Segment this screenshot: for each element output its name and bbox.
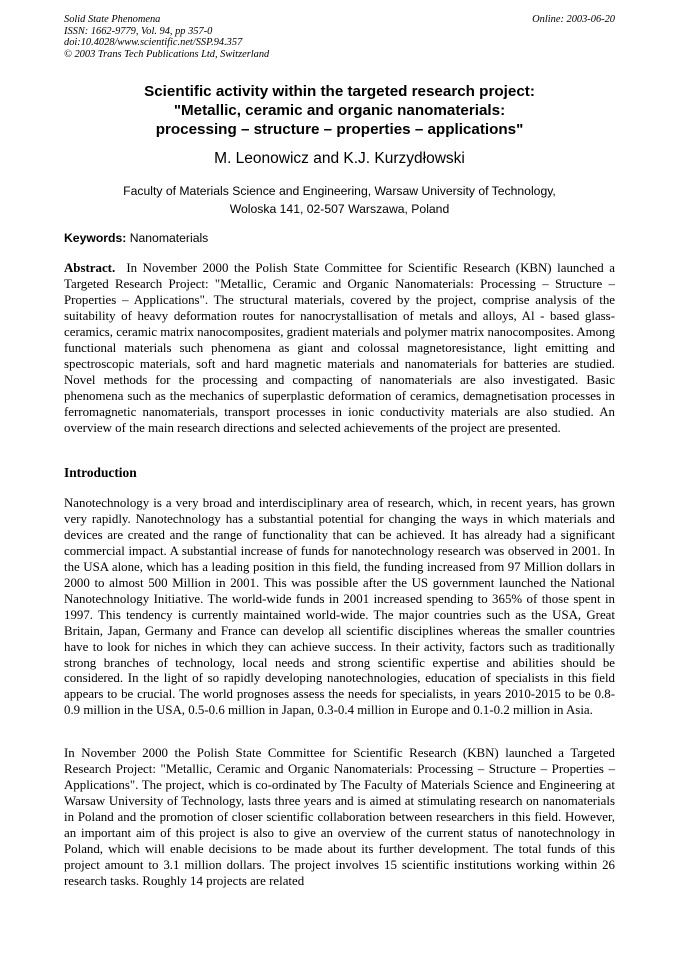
abstract (64, 261, 615, 436)
paper-title (64, 82, 615, 139)
keywords-label: Keywords: (64, 231, 127, 245)
affiliation-line: Woloska 141, 02-507 Warszawa, Poland (229, 201, 450, 216)
doi-line: doi:10.4028/www.scientific.net/SSP.94.357 (64, 37, 243, 49)
title-line: processing – structure – properties – applications" (155, 121, 524, 138)
affiliation-line: Faculty of Materials Science and Engineering, Warsaw University of Technology, (123, 184, 556, 198)
keywords (64, 230, 208, 246)
paragraph-text: Nanotechnology is a very broad and interdisciplinary area of research, which, in recent years, has grown very rapidly. Nanotechnology has a substantial potential for changing the ways in which materials and devices are created and the range of functionality that can be achieved. It has already had a significant commercial impact. A substantial increase of funds for nanotechnology research was observed in 2001. In the USA alone, which has a leading position in this field, the funding increased from 97 Million dollars in 2000 to almost 500 Million in 2001. This was possible after the US government launched the National Nanotechnology Initiative. The world-wide funds in 2001 increased spending to 365% of those spent in 1997. This tendency is currently maintained world-wide. The major countries such as the USA, Great Britain, Japan, Germany and France can develop all scientific disciplines whereas the smaller countries have to look for niches in which they can achieve success. In their activity, factors such as traditionally strong branches of technology, local needs and strong scientific expertise and abilities should be considered. In the light of so rapidly developing nanotechnologies, education of specialists in this field appears to be crucial. The world prognoses assess the needs for specialists, in years 2010-2015 to be 0.8-0.9 million in the USA, 0.5-0.6 million in Japan, 0.3-0.4 million in Europe and 0.1-0.2 million in Asia. (64, 496, 615, 718)
keywords-value: Nanomaterials (129, 231, 209, 245)
introduction-paragraph-2 (64, 746, 615, 890)
affiliation (64, 183, 615, 218)
journal-header (64, 14, 269, 60)
introduction-paragraph-1 (64, 496, 615, 719)
title-line: "Metallic, ceramic and organic nanomaterials: (173, 102, 506, 119)
title-line: Scientific activity within the targeted research project: (144, 83, 535, 100)
online-date: Online: 2003-06-20 (532, 14, 615, 25)
journal-name: Solid State Phenomena (64, 14, 161, 25)
authors: M. Leonowicz and K.J. Kurzydłowski (214, 150, 465, 167)
abstract-text: In November 2000 the Polish State Committee for Scientific Research (KBN) launched a Targeted Research Project: "Metallic, Ceramic and Organic Nanomaterials: Processing – Structure – Properties – Applications". The structural materials, covered by the project, comprise analysis of the suitability of heavy deformation routes for nanocrystallisation of metals and alloys, Al - based glass-ceramics, ceramic matrix nanocomposites, gradient materials and polymer matrix nanocomposites. Among functional materials such phenomena as giant and colossal magnetoresistance, light emitting and spectroscopic materials, soft and hard magnetic materials and nanomaterials for batteries are studied. Novel methods for the processing and compacting of nanomaterials are also investigated. Basic phenomena such as the mechanics of superplastic deformation of ceramics, demagnetisation processes in ferromagnetic nanomaterials, transport processes in ionic conductivity materials are also studied. An overview of the main research directions and selected achievements of the project are presented. (64, 261, 615, 435)
abstract-paragraph (64, 261, 615, 436)
section-heading-introduction: Introduction (64, 465, 137, 480)
paragraph-text: In November 2000 the Polish State Committee for Scientific Research (KBN) launched a Targeted Research Project: "Metallic, Ceramic and Organic Nanomaterials: Processing – Structure – Properties – Applications". The project, which is co-ordinated by The Faculty of Materials Science and Engineering at Warsaw University of Technology, lasts three years and is aimed at stimulating research on nanomaterials in Poland and the promotion of closer scientific collaboration between researchers in this field. However, an important aim of this project is also to give an overview of the current status of nanotechnology in Poland, which will enable decisions to be made about its further development. The total funds of this project amount to 3.1 million dollars. The project involves 15 scientific institutions working within 26 research tasks. Roughly 14 projects are related (64, 746, 615, 888)
copyright-line: © 2003 Trans Tech Publications Ltd, Switzerland (64, 48, 270, 60)
abstract-label: Abstract. (64, 261, 116, 275)
issn-line: ISSN: 1662-9779, Vol. 94, pp 357-0 (64, 25, 213, 37)
